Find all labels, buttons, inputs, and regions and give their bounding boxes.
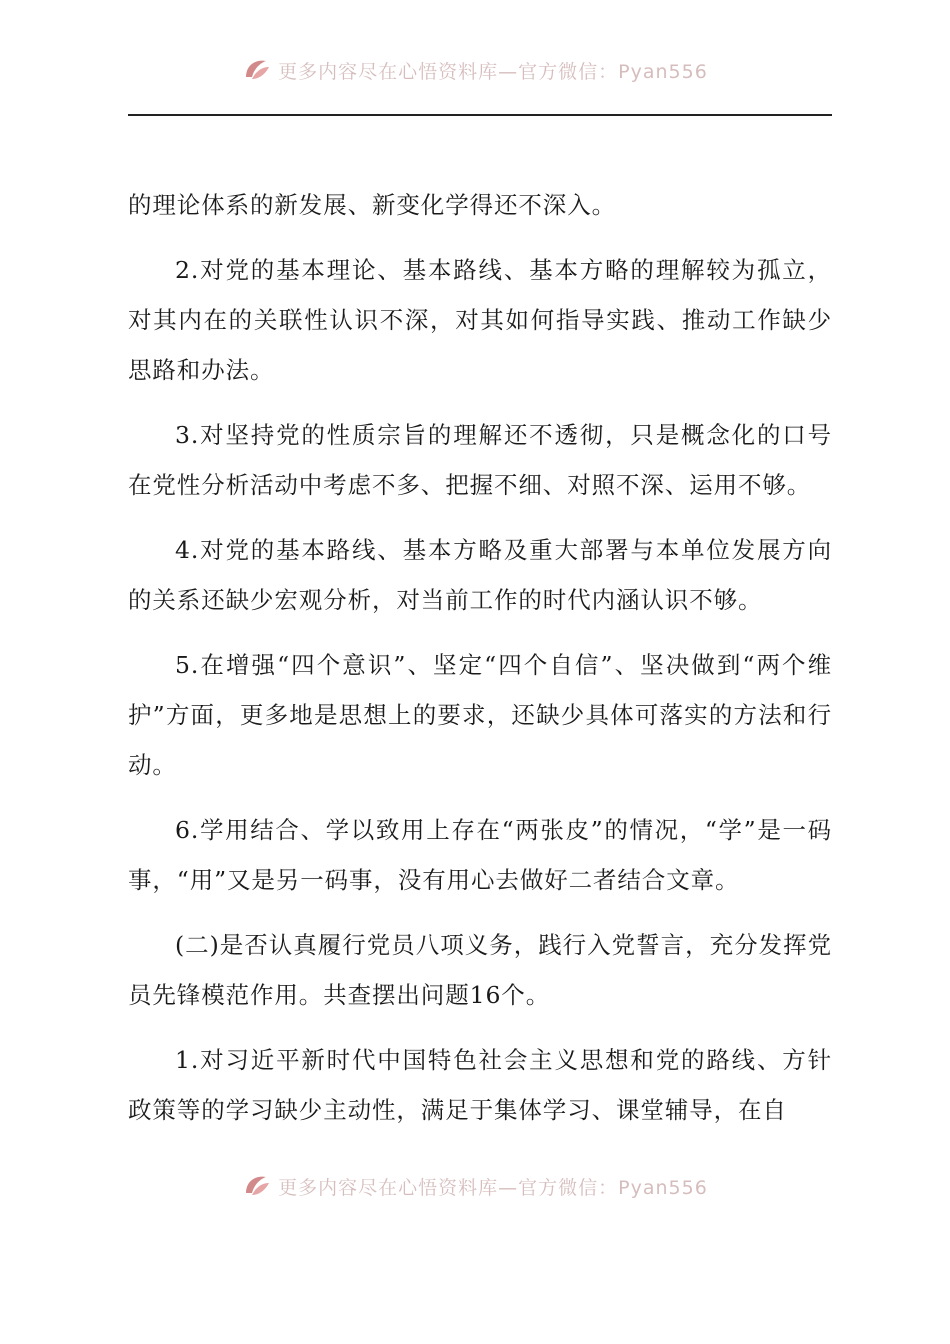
watermark-text: 更多内容尽在心悟资料库—官方微信：Pyan556 — [278, 60, 708, 83]
paragraph-7: 1.对习近平新时代中国特色社会主义思想和党的路线、方针政策等的学习缺少主动性，满足于集体学习、课堂辅导，在自 — [128, 1046, 832, 1124]
paragraph-6: (二)是否认真履行党员八项义务，践行入党誓言，充分发挥党员先锋模范作用。共查摆出问题16个。 — [128, 931, 832, 1009]
paragraph-3: 4.对党的基本路线、基本方略及重大部署与本单位发展方向的关系还缺少宏观分析，对当前工作的时代内涵认识不够。 — [128, 536, 832, 614]
paragraph-0: 的理论体系的新发展、新变化学得还不深入。 — [128, 191, 616, 219]
document-body — [128, 180, 832, 1150]
logo-icon — [242, 1171, 272, 1201]
paragraph-4: 5.在增强“四个意识”、坚定“四个自信”、坚决做到“两个维护”方面，更多地是思想上的要求，还缺少具体可落实的方法和行动。 — [128, 651, 832, 779]
header-divider — [128, 114, 832, 116]
paragraph-2: 3.对坚持党的性质宗旨的理解还不透彻，只是概念化的口号在党性分析活动中考虑不多、把握不细、对照不深、运用不够。 — [128, 421, 832, 499]
header-watermark — [0, 50, 950, 90]
footer-watermark — [0, 1166, 950, 1206]
logo-icon — [242, 55, 272, 85]
watermark-text: 更多内容尽在心悟资料库—官方微信：Pyan556 — [278, 1176, 708, 1199]
paragraph-1: 2.对党的基本理论、基本路线、基本方略的理解较为孤立，对其内在的关联性认识不深，对其如何指导实践、推动工作缺少思路和办法。 — [128, 256, 832, 384]
paragraph-5: 6.学用结合、学以致用上存在“两张皮”的情况，“学”是一码事，“用”又是另一码事，没有用心去做好二者结合文章。 — [128, 816, 832, 894]
